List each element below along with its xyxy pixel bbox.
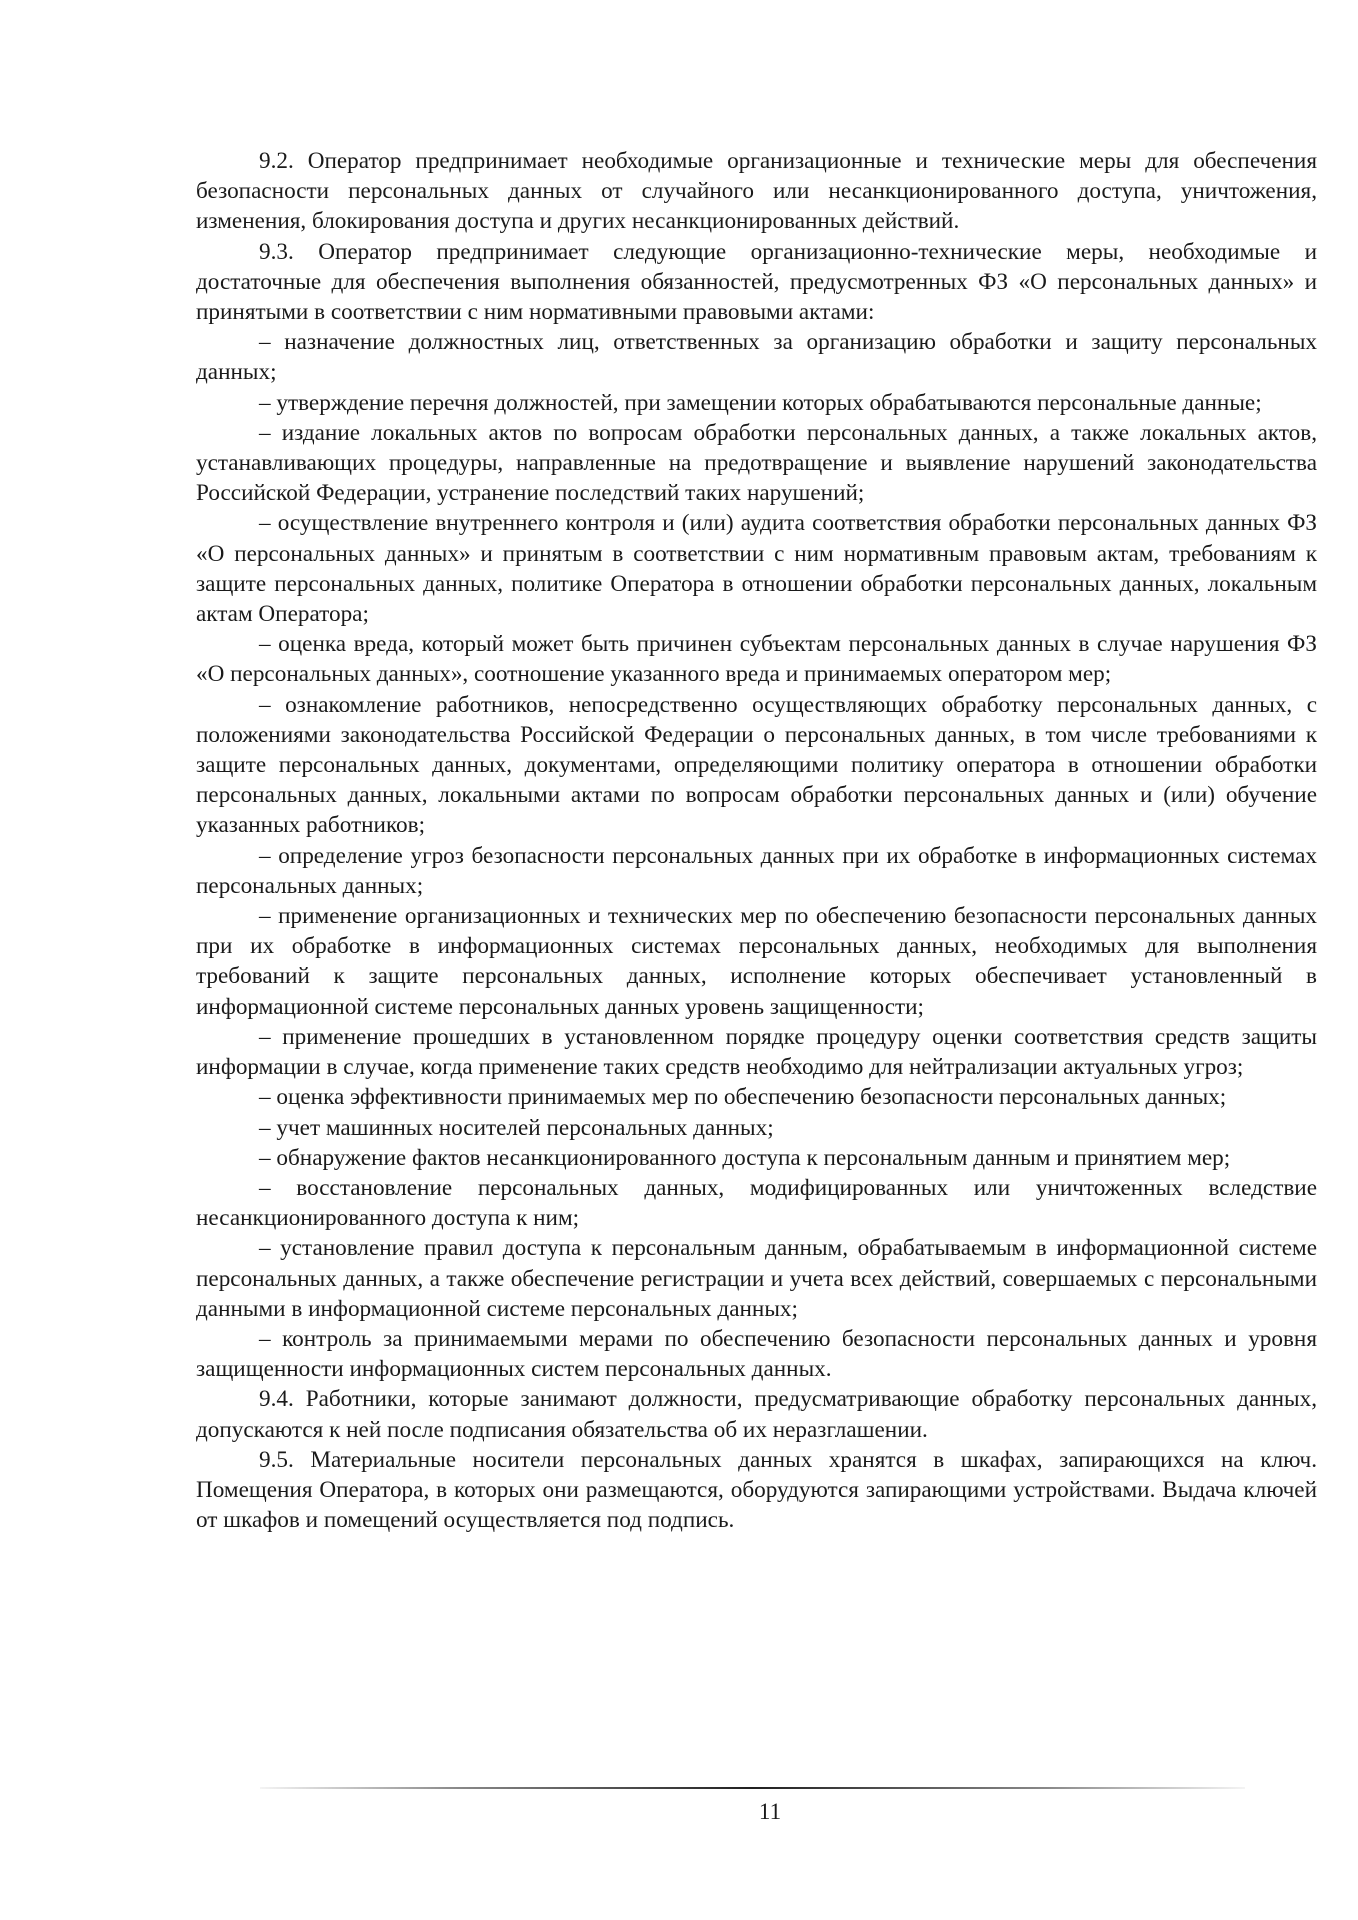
- list-item: – определение угроз безопасности персональных данных при их обработке в информационных системах персональных данных;: [196, 842, 1317, 899]
- list-item: – утверждение перечня должностей, при замещении которых обрабатываются персональные данные;: [259, 389, 1262, 416]
- document-body: [196, 146, 1317, 1535]
- paragraph-9-4: 9.4. Работники, которые занимают должности, предусматривающие обработку персональных данных, допускаются к ней после подписания обязательства об их неразглашении.: [196, 1386, 1317, 1443]
- page-number: 11: [758, 1799, 782, 1824]
- paragraph-9-3: 9.3. Оператор предпринимает следующие организационно-технические меры, необходимые и достаточные для обеспечения выполнения обязанностей, предусмотренных ФЗ «О персональных данных» и принятыми в соответствии с ним нормативными правовыми актами:: [196, 238, 1317, 326]
- list-item: – издание локальных актов по вопросам обработки персональных данных, а также локальных актов, устанавливающих процедуры, направленные на предотвращение и выявление нарушений законодательства Российской Федерации, устранение последствий таких нарушений;: [196, 419, 1317, 507]
- list-item: – обнаружение фактов несанкционированного доступа к персональным данным и принятием мер;: [259, 1144, 1231, 1171]
- list-item: – применение организационных и технических мер по обеспечению безопасности персональных данных при их обработке в информационных системах персональных данных, необходимых для выполнения требований к защите персональных данных, исполнение которых обеспечивает установленный в информационной системе персональных данных уровень защищенности;: [196, 903, 1317, 1020]
- list-item: – назначение должностных лиц, ответственных за организацию обработки и защиту персональных данных;: [196, 329, 1317, 386]
- list-item: – установление правил доступа к персональным данным, обрабатываемым в информационной системе персональных данных, а также обеспечение регистрации и учета всех действий, совершаемых с персональными данными в информационной системе персональных данных;: [196, 1235, 1317, 1322]
- paragraph-9-2: 9.2. Оператор предпринимает необходимые организационные и технические меры для обеспечения безопасности персональных данных от случайного или несанкционированного доступа, уничтожения, изменения, блокирования доступа и других несанкционированных действий.: [196, 148, 1317, 235]
- list-item: – восстановление персональных данных, модифицированных или уничтоженных вследствие несанкционированного доступа к ним;: [196, 1174, 1317, 1232]
- footer-divider: [260, 1787, 1245, 1789]
- list-item: – оценка эффективности принимаемых мер по обеспечению безопасности персональных данных;: [259, 1084, 1227, 1111]
- list-item: – ознакомление работников, непосредственно осуществляющих обработку персональных данных, с положениями законодательства Российской Федерации о персональных данных, в том числе требованиями к защите персональных данных, документами, определяющими политику оператора в отношении обработки персональных данных, локальными актами по вопросам обработки персональных данных и (или) обучение указанных работников;: [196, 691, 1317, 839]
- paragraph-9-5: 9.5. Материальные носители персональных данных хранятся в шкафах, запирающихся на ключ. Помещения Оператора, в которых они размещаются, оборудуются запирающими устройствами. Выдача ключей от шкафов и помещений осуществляется под подпись.: [196, 1446, 1317, 1534]
- list-item: – осуществление внутреннего контроля и (или) аудита соответствия обработки персональных данных ФЗ «О персональных данных» и принятым в соответствии с ним нормативным правовым актам, требованиям к защите персональных данных, политике Оператора в отношении обработки персональных данных, локальным актам Оператора;: [196, 510, 1317, 628]
- list-item: – учет машинных носителей персональных данных;: [259, 1114, 774, 1141]
- list-item: – контроль за принимаемыми мерами по обеспечению безопасности персональных данных и уровня защищенности информационных систем персональных данных.: [196, 1325, 1317, 1383]
- list-item: – оценка вреда, который может быть причинен субъектам персональных данных в случае нарушения ФЗ «О персональных данных», соотношение указанного вреда и принимаемых оператором мер;: [196, 631, 1317, 688]
- list-item: – применение прошедших в установленном порядке процедуру оценки соответствия средств защиты информации в случае, когда применение таких средств необходимо для нейтрализации актуальных угроз;: [196, 1023, 1317, 1081]
